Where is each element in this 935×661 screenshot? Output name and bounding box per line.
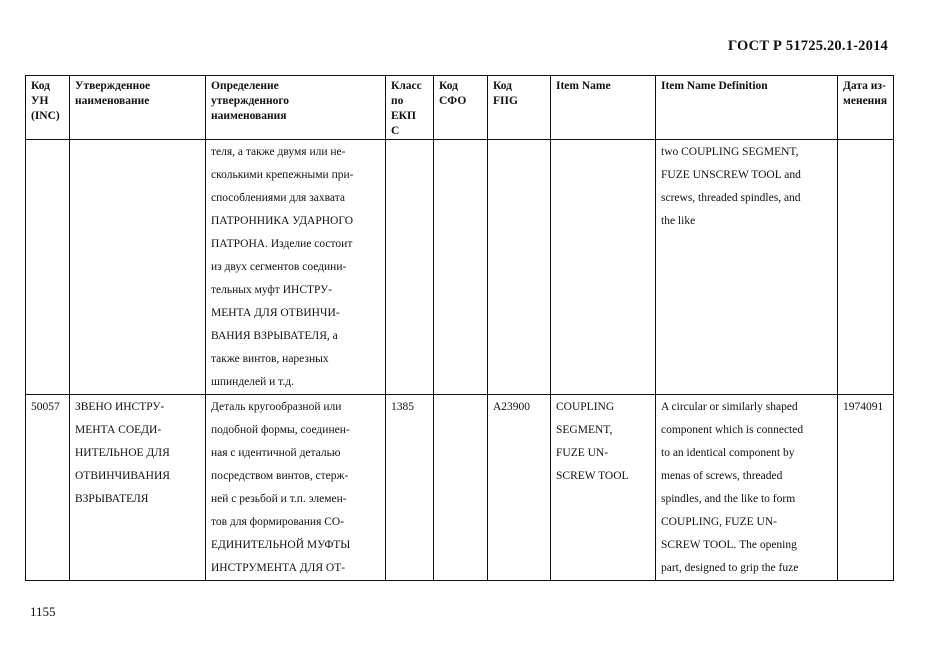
text-line: НИТЕЛЬНОЕ ДЛЯ xyxy=(75,447,170,459)
text-line: SCREW TOOL. The opening xyxy=(661,539,797,551)
text-line: Код xyxy=(31,80,51,92)
text-line: Код xyxy=(439,80,459,92)
cell-fiig: A23900 xyxy=(488,395,551,581)
text-line: ная с идентичной деталью xyxy=(211,447,341,459)
text-line: ИНСТРУМЕНТА ДЛЯ ОТ- xyxy=(211,562,346,574)
cell-item-name xyxy=(551,395,656,581)
text-line: Item Name Definition xyxy=(661,80,768,92)
column-header-definition xyxy=(206,76,386,140)
text-line: COUPLING xyxy=(556,401,615,413)
text-line: ЕДИНИТЕЛЬНОЙ МУФТЫ xyxy=(211,539,351,551)
text-line: Item Name xyxy=(556,80,611,92)
text-line: Деталь кругообразной или xyxy=(211,401,342,413)
text-line: to an identical component by xyxy=(661,447,795,459)
text-line: screws, threaded spindles, and xyxy=(661,192,801,204)
text-line: (INC) xyxy=(31,110,60,122)
column-header-fiig xyxy=(488,76,551,140)
text-line: Класс xyxy=(391,80,422,92)
cell-item-name xyxy=(551,140,656,395)
cell-definition-ru xyxy=(206,395,386,581)
text-line: FUZE UNSCREW TOOL and xyxy=(661,169,801,181)
table-header-row xyxy=(26,76,894,140)
text-line: ВЗРЫВАТЕЛЯ xyxy=(75,493,149,505)
cell-definition-en xyxy=(656,395,838,581)
column-header-item-name-definition xyxy=(656,76,838,140)
text-line: Дата из- xyxy=(843,80,886,92)
text-line: spindles, and the like to form xyxy=(661,493,796,505)
text-line: Код xyxy=(493,80,513,92)
text-line: также винтов, нарезных xyxy=(211,353,329,365)
text-line: part, designed to grip the fuze xyxy=(661,562,799,574)
text-line: ПАТРОНА. Изделие состоит xyxy=(211,238,353,250)
text-line: СФО xyxy=(439,95,467,107)
text-line: ней с резьбой и т.п. элемен- xyxy=(211,493,347,505)
text-line: посредством винтов, стерж- xyxy=(211,470,349,482)
text-line: подобной формы, соединен- xyxy=(211,424,350,436)
text-line: ОТВИНЧИВАНИЯ xyxy=(75,470,170,482)
text-line: тельных муфт ИНСТРУ- xyxy=(211,284,333,296)
text-line: the like xyxy=(661,215,696,227)
cell-definition-en xyxy=(656,140,838,395)
column-header-class xyxy=(386,76,434,140)
cell-inc xyxy=(26,140,70,395)
text-line: из двух сегментов соедини- xyxy=(211,261,347,273)
text-line: component which is connected xyxy=(661,424,804,436)
text-line: Утвержденное xyxy=(75,80,151,92)
text-line: SEGMENT, xyxy=(556,424,613,436)
text-line: способлениями для захвата xyxy=(211,192,345,204)
cell-sfo xyxy=(434,140,488,395)
text-line: наименования xyxy=(211,110,287,122)
text-line: УН xyxy=(31,95,49,107)
text-line: A circular or similarly shaped xyxy=(661,401,798,413)
cell-class: 1385 xyxy=(386,395,434,581)
text-line: С xyxy=(391,125,400,137)
cell-inc: 50057 xyxy=(26,395,70,581)
text-line: ЗВЕНО ИНСТРУ- xyxy=(75,401,165,413)
text-line: ЕКП xyxy=(391,110,416,122)
page-number: 1155 xyxy=(30,604,56,619)
text-line: SCREW TOOL xyxy=(556,470,629,482)
text-line: ВАНИЯ ВЗРЫВАТЕЛЯ, а xyxy=(211,330,338,342)
catalog-table xyxy=(25,75,894,581)
text-line: FUZE UN- xyxy=(556,447,609,459)
text-line: утвержденного xyxy=(211,95,290,107)
text-line: Определение xyxy=(211,80,279,92)
cell-change-date: 1974091 xyxy=(838,395,894,581)
text-line: ПАТРОННИКА УДАРНОГО xyxy=(211,215,354,227)
cell-fiig xyxy=(488,140,551,395)
cell-change-date xyxy=(838,140,894,395)
cell-approved-name xyxy=(70,140,206,395)
text-line: шпинделей и т.д. xyxy=(211,376,294,388)
table-row-item xyxy=(26,395,894,581)
column-header-item-name xyxy=(551,76,656,140)
text-line: по xyxy=(391,95,404,107)
column-header-change-date xyxy=(838,76,894,140)
table-row-continuation xyxy=(26,140,894,395)
text-line: тов для формирования СО- xyxy=(211,516,345,528)
cell-sfo xyxy=(434,395,488,581)
text-line: наименование xyxy=(75,95,150,107)
cell-definition-ru xyxy=(206,140,386,395)
text-line: two COUPLING SEGMENT, xyxy=(661,146,799,158)
text-line: менения xyxy=(843,95,888,107)
column-header-inc xyxy=(26,76,70,140)
column-header-approved-name xyxy=(70,76,206,140)
text-line: сколькими крепежными при- xyxy=(211,169,354,181)
text-line: COUPLING, FUZE UN- xyxy=(661,516,777,528)
text-line: теля, а также двумя или не- xyxy=(211,146,346,158)
cell-class xyxy=(386,140,434,395)
document-code: ГОСТ Р 51725.20.1-2014 xyxy=(727,38,888,54)
column-header-sfo xyxy=(434,76,488,140)
cell-approved-name xyxy=(70,395,206,581)
text-line: menas of screws, threaded xyxy=(661,470,783,482)
text-line: FIIG xyxy=(493,95,518,107)
text-line: МЕНТА СОЕДИ- xyxy=(75,424,162,436)
text-line: МЕНТА ДЛЯ ОТВИНЧИ- xyxy=(211,307,340,319)
